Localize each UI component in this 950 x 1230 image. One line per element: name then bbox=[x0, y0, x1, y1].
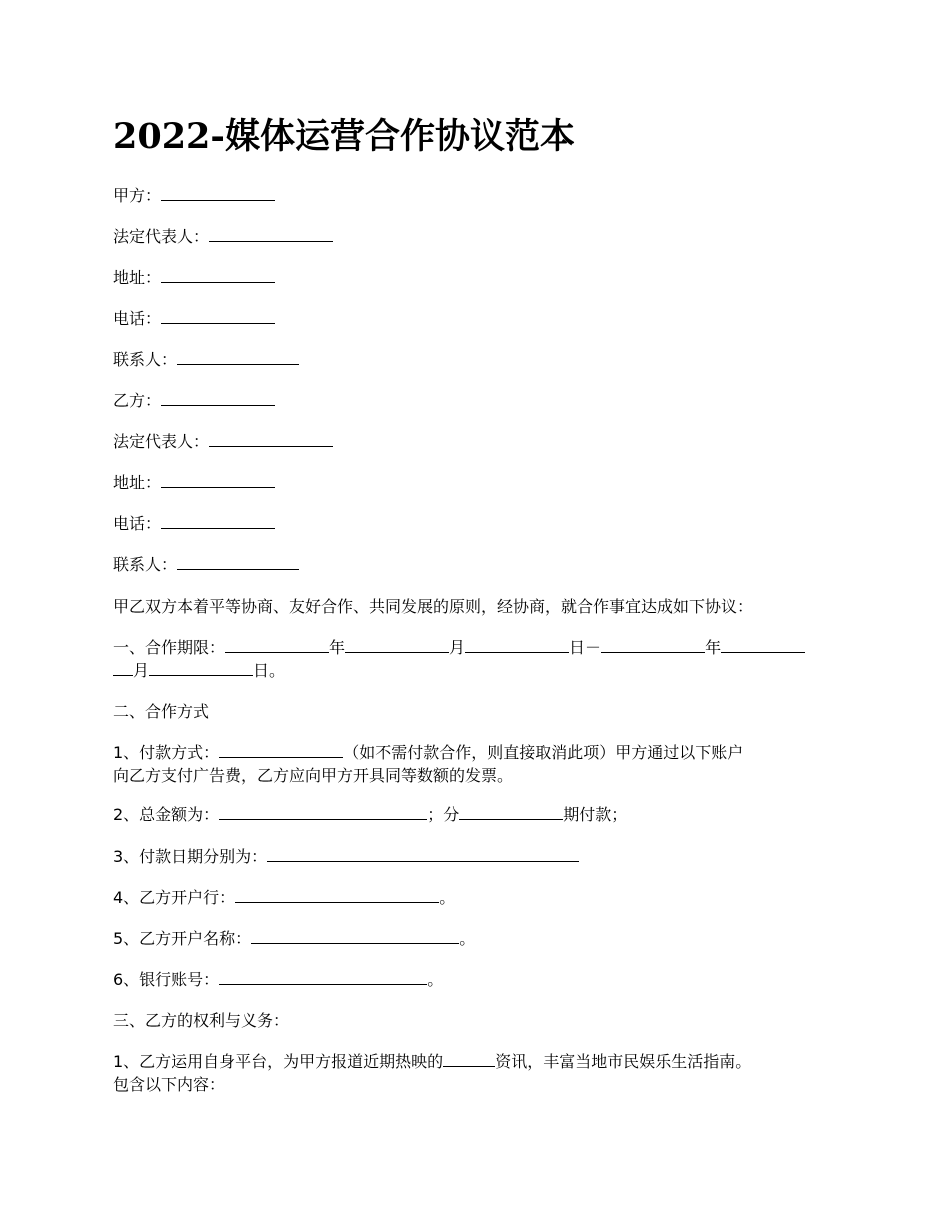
party-b-name-label: 乙方： bbox=[113, 391, 162, 410]
total-amount-blank[interactable] bbox=[219, 804, 427, 820]
bank-branch-blank[interactable] bbox=[235, 887, 439, 903]
account-name-blank[interactable] bbox=[251, 928, 459, 944]
payment-dates-line bbox=[113, 845, 579, 869]
bank-account-end: 。 bbox=[427, 970, 444, 989]
total-amount-line bbox=[113, 803, 627, 827]
party-a-name-blank[interactable] bbox=[161, 185, 275, 201]
term-line-1 bbox=[113, 636, 805, 660]
party-a-phone-blank[interactable] bbox=[161, 308, 275, 324]
party-b-rep-line bbox=[113, 430, 333, 454]
party-b-contact-line bbox=[113, 553, 299, 577]
term-start-year-blank[interactable] bbox=[225, 637, 329, 653]
party-a-name-line bbox=[113, 184, 275, 208]
payment-method-blank[interactable] bbox=[219, 742, 343, 758]
account-name-label: 5、乙方开户名称： bbox=[113, 929, 252, 948]
intro-paragraph: 甲乙双方本着平等协商、友好合作、共同发展的原则，经协商，就合作事宜达成如下协议： bbox=[113, 597, 754, 616]
party-b-rep-label: 法定代表人： bbox=[113, 432, 210, 451]
account-name-end: 。 bbox=[459, 929, 476, 948]
rights-item1-text-b: 资讯，丰富当地市民娱乐生活指南。 bbox=[495, 1052, 752, 1071]
party-a-contact-line bbox=[113, 348, 299, 372]
account-name-line bbox=[113, 927, 475, 951]
term-month2-label: 月 bbox=[133, 661, 150, 680]
payment-method-text-a: （如不需付款合作，则直接取消此项）甲方通过以下账户 bbox=[343, 743, 744, 762]
term-end-month-blank-b[interactable] bbox=[113, 660, 133, 676]
party-b-phone-label: 电话： bbox=[113, 514, 162, 533]
bank-account-label: 6、银行账号： bbox=[113, 970, 220, 989]
document-title: 2022-媒体运营合作协议范本 bbox=[113, 116, 575, 157]
term-line-2 bbox=[113, 659, 285, 683]
installment-count-blank[interactable] bbox=[459, 804, 563, 820]
party-a-contact-label: 联系人： bbox=[113, 350, 178, 369]
payment-method-line-2: 向乙方支付广告费，乙方应向甲方开具同等数额的发票。 bbox=[113, 766, 514, 785]
term-end-day-blank[interactable] bbox=[149, 660, 253, 676]
party-a-contact-blank[interactable] bbox=[177, 349, 299, 365]
party-a-phone-label: 电话： bbox=[113, 309, 162, 328]
term-label: 一、合作期限： bbox=[113, 638, 226, 657]
installment-end-label: 期付款； bbox=[563, 805, 628, 824]
bank-branch-end: 。 bbox=[439, 888, 456, 907]
party-a-name-label: 甲方： bbox=[113, 186, 162, 205]
payment-dates-label: 3、付款日期分别为： bbox=[113, 847, 268, 866]
party-a-rep-blank[interactable] bbox=[209, 226, 333, 242]
party-a-phone-line bbox=[113, 307, 275, 331]
term-end-month-blank-a[interactable] bbox=[721, 637, 805, 653]
rights-item1-blank[interactable] bbox=[443, 1051, 495, 1067]
party-b-contact-blank[interactable] bbox=[177, 554, 299, 570]
party-a-address-label: 地址： bbox=[113, 268, 162, 287]
party-a-address-line bbox=[113, 266, 275, 290]
party-a-rep-label: 法定代表人： bbox=[113, 227, 210, 246]
bank-branch-line bbox=[113, 886, 455, 910]
bank-account-blank[interactable] bbox=[219, 969, 427, 985]
bank-branch-label: 4、乙方开户行： bbox=[113, 888, 236, 907]
term-start-day-blank[interactable] bbox=[465, 637, 569, 653]
payment-method-label: 1、付款方式： bbox=[113, 743, 220, 762]
rights-item1-text-a: 1、乙方运用自身平台，为甲方报道近期热映的 bbox=[113, 1052, 444, 1071]
payment-dates-blank[interactable] bbox=[267, 846, 579, 862]
party-b-address-line bbox=[113, 471, 275, 495]
party-b-address-label: 地址： bbox=[113, 473, 162, 492]
term-day-end-label: 日。 bbox=[253, 661, 286, 680]
term-day-dash-label: 日－ bbox=[569, 638, 602, 657]
term-month-label: 月 bbox=[449, 638, 466, 657]
rights-heading: 三、乙方的权利与义务： bbox=[113, 1011, 290, 1030]
party-b-address-blank[interactable] bbox=[161, 472, 275, 488]
party-a-address-blank[interactable] bbox=[161, 267, 275, 283]
cooperation-heading: 二、合作方式 bbox=[113, 702, 210, 721]
term-year-label: 年 bbox=[329, 638, 346, 657]
payment-method-line-1 bbox=[113, 741, 743, 765]
rights-item1-line-1 bbox=[113, 1050, 751, 1074]
party-b-name-blank[interactable] bbox=[161, 390, 275, 406]
term-end-year-blank[interactable] bbox=[601, 637, 705, 653]
party-b-phone-line bbox=[113, 512, 275, 536]
total-amount-label: 2、总金额为： bbox=[113, 805, 220, 824]
party-b-contact-label: 联系人： bbox=[113, 555, 178, 574]
party-b-phone-blank[interactable] bbox=[161, 513, 275, 529]
term-year2-label: 年 bbox=[705, 638, 722, 657]
bank-account-line bbox=[113, 968, 443, 992]
rights-item1-line-2: 包含以下内容： bbox=[113, 1075, 226, 1094]
term-start-month-blank[interactable] bbox=[345, 637, 449, 653]
installment-mid-label: ；分 bbox=[427, 805, 460, 824]
party-a-rep-line bbox=[113, 225, 333, 249]
party-b-rep-blank[interactable] bbox=[209, 431, 333, 447]
party-b-name-line bbox=[113, 389, 275, 413]
